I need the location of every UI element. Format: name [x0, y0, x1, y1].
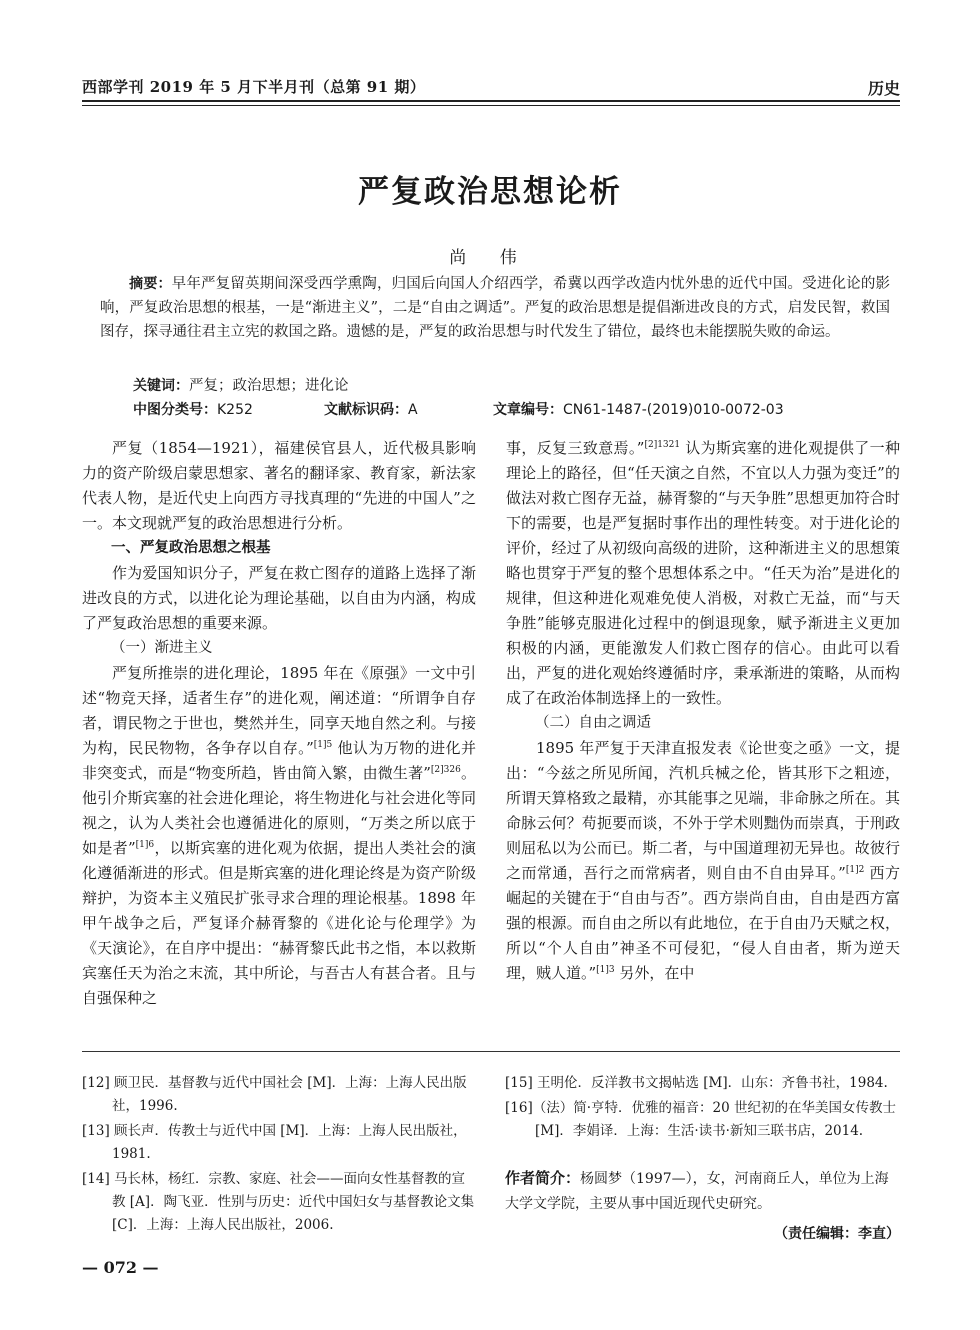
- keywords-text: 严复；政治思想；进化论: [189, 378, 349, 394]
- reference-list-right: [505, 1072, 900, 1145]
- article-author: 尚 伟: [449, 248, 531, 268]
- reference-item: [15] 王明伦．反洋教书文揭帖选 [M]．山东：齐鲁书社，1984.: [505, 1075, 888, 1091]
- reference-item: [16]（法）简·亨特．优雅的福音：20 世纪初的在华美国女传教士 [M]．李娟译．上海：生活·读书·新知三联书店，2014.: [505, 1100, 896, 1139]
- bio-text: 杨圆梦（1997—），女，河南商丘人，单位为上海大学文学院，主要从事中国近现代史研究。: [505, 1171, 889, 1212]
- page-number: — 072 —: [82, 1258, 159, 1277]
- subsection-heading: （二）自由之调适: [535, 715, 651, 731]
- reference-item: [12] 顾卫民．基督教与近代中国社会 [M]．上海：上海人民出版社，1996.: [82, 1075, 467, 1114]
- citation: [1]3: [596, 965, 615, 975]
- clc-number: 中图分类号：K252: [133, 402, 253, 418]
- citation: [1]5: [313, 740, 333, 750]
- section-label: 历史: [867, 79, 900, 98]
- paragraph: 1895 年严复于天津直报发表《论世变之亟》一文，提出：“今兹之所见所闻，汽机兵械之伦，皆其形下之粗迹，所谓天算格致之最精，亦其能事之见端，非命脉之所在。其命脉云何？苟扼要而谈，不外于学术则黜伪而崇真，于刑政则屈私以为公而已。斯二者，与中国道理初无异也。故彼行之而常通，吾行之而常病者，则自由不自由异耳。”$^{[1]2}$ 西方崛起的关键在于“自由与否”。西方崇尚自由，自由是西方富强的根源。而自由之所以有此地位，在于自由乃天赋之权，所以“个人自由”神圣不可侵犯，“侵人自由者，斯为逆天理，贼人道。”$^{[1]3}$ 另外，在中: [506, 739, 900, 982]
- journal-info: 西部学刊 2019 年 5 月下半月刊（总第 91 期）: [82, 78, 426, 96]
- running-header: [82, 72, 900, 102]
- body-left-column: [82, 436, 476, 1011]
- citation: [1]2: [845, 865, 865, 875]
- reference-list-left: [82, 1072, 477, 1239]
- paragraph: 严复（1854—1921），福建侯官县人，近代极具影响力的资产阶级启蒙思想家、著名的翻译家、教育家，新法家代表人物，是近代史上向西方寻找真理的“先进的中国人”之一。本文现就严复的政治思想进行分析。: [82, 439, 476, 532]
- abstract: [100, 272, 890, 344]
- citation: [2]326: [430, 765, 461, 775]
- author-bio: [505, 1166, 900, 1217]
- footnote-rule: [82, 1051, 900, 1052]
- paragraph: 事，反复三致意焉。”$^{[2]1321}$ 认为斯宾塞的进化观提供了一种理论上的路径，但“任天演之自然，不宜以人力强为变迁”的做法对救亡图存无益，赫胥黎的“与天争胜”思想更加符合时下的需要，也是严复据时事作出的理性转变。对于进化论的评价，经过了从初级向高级的进阶，这种渐进主义的思想策略也贯穿于严复的整个思想体系之中。“任天为治”是进化的规律，但这种进化观难免使人消极，对救亡无益，而“与天争胜”能够克服进化过程中的倒退现象，赋予渐进主义更加积极的内涵，更能激发人们救亡图存的信心。由此可以看出，严复的进化观始终遵循时序，秉承渐进的策略，从而构成了在政治体制选择上的一致性。: [506, 439, 900, 707]
- paragraph: 严复所推崇的进化理论，1895 年在《原强》一文中引述“物竞天择，适者生存”的进化观，阐述道：“所谓争自存者，谓民物之于世也，樊然并生，同享天地自然之利。与接为构，民民物物，各争存以自存。”$^{[1]5}$ 他认为万物的进化并非突变式，而是“物变所趋，皆由简入繁，由微生著”$^{[2]326}$。他引介斯宾塞的社会进化理论，将生物进化与社会进化等同视之，认为人类社会也遵循进化的原则，“万类之所以底于如是者”$^{[1]6}$，以斯宾塞的进化观为依据，提出人类社会的演化遵循渐进的形式。但是斯宾塞的进化理论终是为资产阶级辩护，为资本主义殖民扩张寻求合理的理论根基。1898 年甲午战争之后，严复译介赫胥黎的《进化论与伦理学》为《天演论》，在自序中提出：“赫胥黎氏此书之恉，本以救斯宾塞任天为治之末流，其中所论，与吾古人有甚合者。且与自强保种之: [82, 664, 476, 1007]
- reference-item: [13] 顾长声．传教士与近代中国 [M]．上海：上海人民出版社，1981.: [82, 1123, 467, 1162]
- article-title: 严复政治思想论析: [358, 174, 622, 210]
- subsection-heading: （一）渐进主义: [111, 640, 213, 656]
- abstract-text: 早年严复留英期间深受西学熏陶，归国后向国人介绍西学，希冀以西学改造内忧外患的近代中国。受进化论的影响，严复政治思想的根基，一是“渐进主义”，二是“自由之调适”。严复的政治思想是提倡渐进改良的方式，启发民智，救国图存，探寻通往君主立宪的救国之路。遗憾的是，严复的政治思想与时代发生了错位，最终也未能摆脱失败的命运。: [100, 276, 890, 340]
- body-right-column: [506, 436, 900, 986]
- header-rule: [82, 100, 900, 102]
- abstract-label: 摘要：: [129, 276, 172, 292]
- bio-label: 作者简介：: [505, 1169, 581, 1187]
- keywords-label: 关键词：: [133, 378, 189, 394]
- reference-item: [14] 马长林，杨红．宗教、家庭、社会——面向女性基督教的宣教 [A]．陶飞亚．性别与历史：近代中国妇女与基督教论文集 [C]．上海：上海人民出版社，2006.: [82, 1171, 475, 1233]
- document-code: 文献标识码：A: [324, 402, 418, 418]
- article-id: 文章编号：CN61-1487-(2019)010-0072-03: [493, 402, 784, 418]
- section-heading: 一、严复政治思想之根基: [111, 540, 271, 556]
- header-rule-thin: [82, 105, 900, 106]
- citation: [1]6: [135, 840, 155, 850]
- keywords: [133, 374, 349, 395]
- responsible-editor: （责任编辑：李直）: [774, 1226, 900, 1242]
- paragraph: 作为爱国知识分子，严复在救亡图存的道路上选择了渐进改良的方式，以进化论为理论基础，以自由为内涵，构成了严复政治思想的重要来源。: [82, 564, 476, 632]
- citation: [2]1321: [644, 440, 681, 450]
